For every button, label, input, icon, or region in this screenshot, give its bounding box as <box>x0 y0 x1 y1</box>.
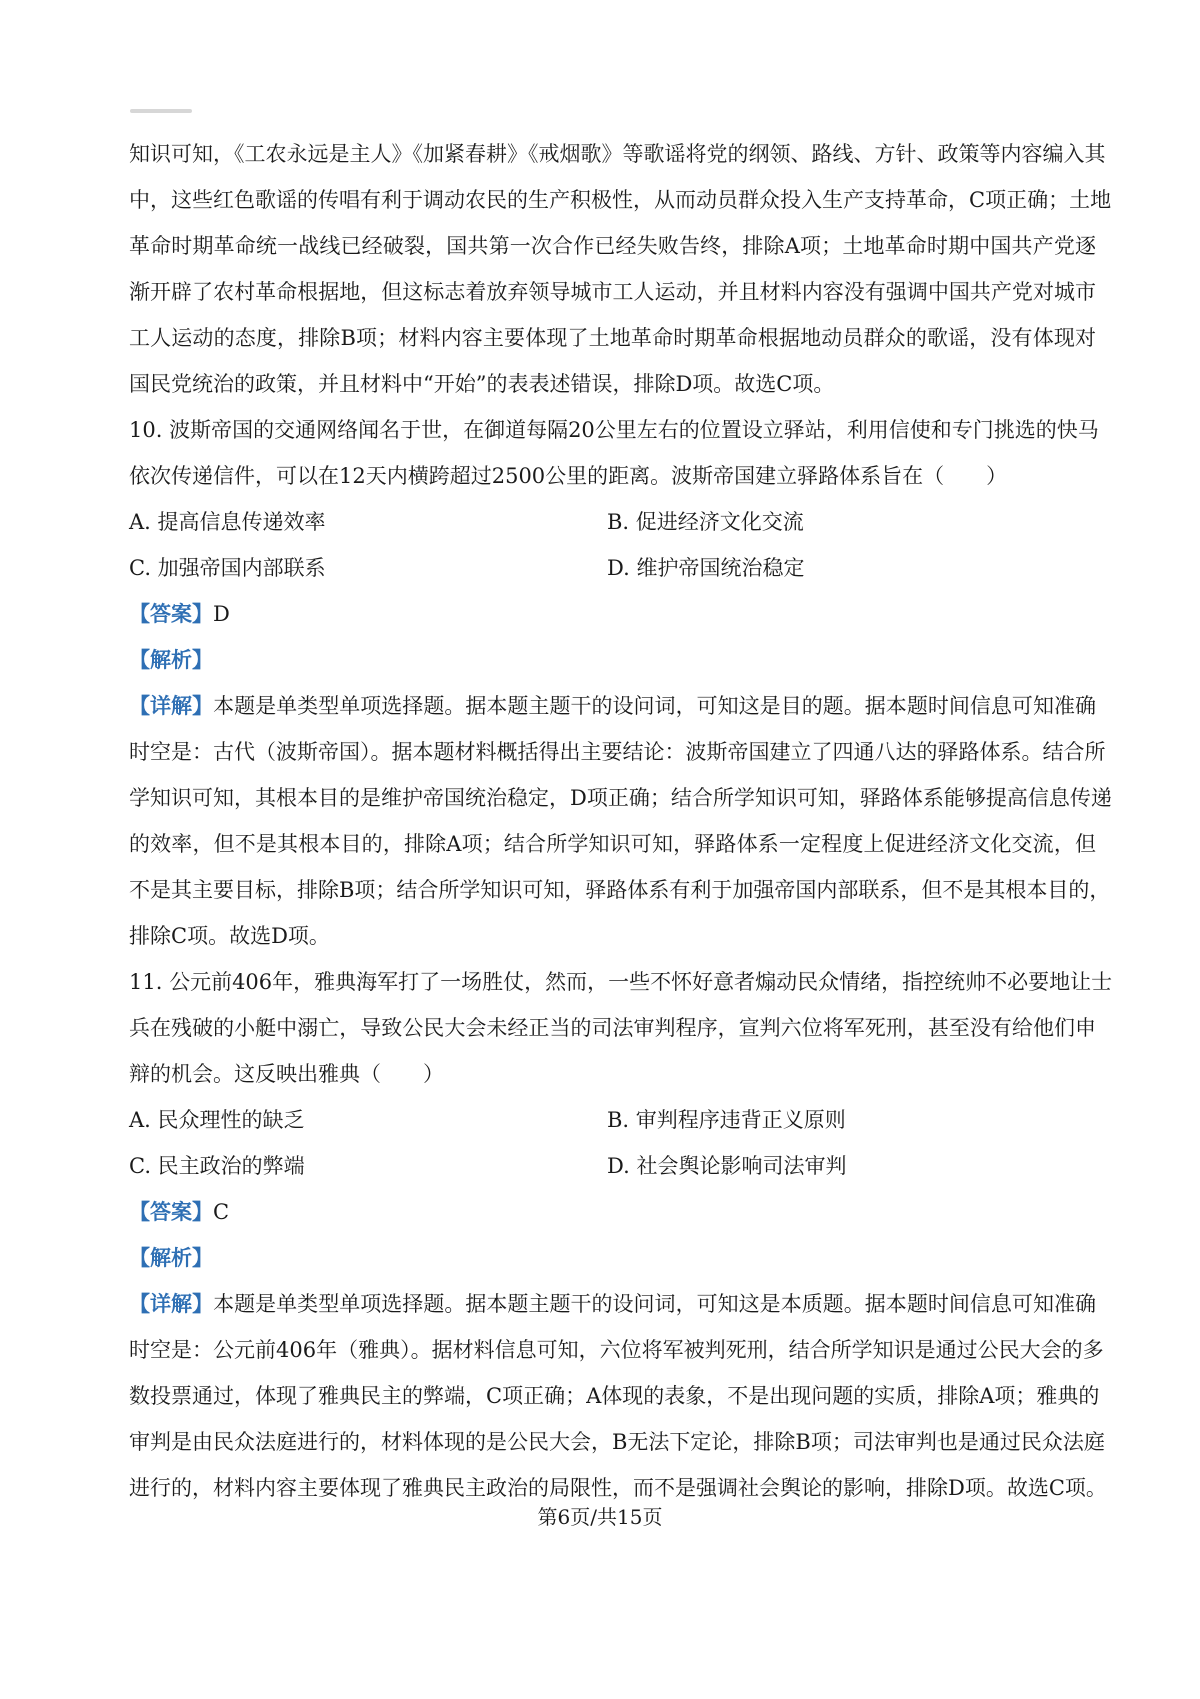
q10-option-b: B. 促进经济文化交流 <box>607 510 804 534</box>
q10-option-c: C. 加强帝国内部联系 <box>129 556 326 580</box>
q10-detail-line-2: 时空是：古代（波斯帝国）。据本题材料概括得出主要结论：波斯帝国建立了四通八达的驿路体系。结合所 <box>129 740 1106 764</box>
q10-detail-line-1 <box>129 691 1096 721</box>
continuation-line-1: 知识可知，《工农永远是主人》《加紧春耕》《戒烟歌》等歌谣将党的纲领、路线、方针、政策等内容编入其 <box>129 142 1106 166</box>
q11-answer-value: C <box>213 1200 230 1224</box>
q11-answer-tag: 【答案】 <box>129 1199 213 1224</box>
q10-stem-line-2: 依次传递信件，可以在12天内横跨超过2500公里的距离。波斯帝国建立驿路体系旨在（ ） <box>129 464 1008 488</box>
q11-analysis-tag: 【解析】 <box>129 1245 213 1270</box>
q10-analysis-heading <box>129 645 213 675</box>
q11-detail-text-1: 本题是单类型单项选择题。据本题主题干的设问词，可知这是本质题。据本题时间信息可知准确 <box>213 1292 1097 1316</box>
continuation-line-6: 国民党统治的政策，并且材料中“开始”的表表述错误，排除D项。故选C项。 <box>129 372 835 396</box>
q10-answer-value: D <box>213 602 230 626</box>
q11-option-b: B. 审判程序违背正义原则 <box>607 1108 846 1132</box>
continuation-line-2: 中，这些红色歌谣的传唱有利于调动农民的生产积极性，从而动员群众投入生产支持革命，C项正确；土地 <box>129 188 1112 212</box>
q11-option-a: A. 民众理性的缺乏 <box>129 1108 305 1132</box>
q10-option-a: A. 提高信息传递效率 <box>129 510 326 534</box>
q11-stem-line-3: 辩的机会。这反映出雅典（ ） <box>129 1062 444 1086</box>
q10-detail-line-3: 学知识可知，其根本目的是维护帝国统治稳定，D项正确；结合所学知识可知，驿路体系能够提高信息传递 <box>129 786 1112 810</box>
q11-option-c: C. 民主政治的弊端 <box>129 1154 305 1178</box>
q11-detail-line-2: 时空是：公元前406年（雅典）。据材料信息可知，六位将军被判死刑，结合所学知识是通过公民大会的多 <box>129 1338 1104 1362</box>
q11-option-d: D. 社会舆论影响司法审判 <box>607 1154 847 1178</box>
q11-answer <box>129 1197 229 1227</box>
q10-detail-tag: 【详解】 <box>129 693 214 718</box>
q10-detail-line-4: 的效率，但不是其根本目的，排除A项；结合所学知识可知，驿路体系一定程度上促进经济文化交流，但 <box>129 832 1096 856</box>
q11-detail-line-4: 审判是由民众法庭进行的，材料体现的是公民大会，B无法下定论，排除B项；司法审判也是通过民众法庭 <box>129 1430 1105 1454</box>
q11-analysis-heading <box>129 1243 213 1273</box>
q10-analysis-tag: 【解析】 <box>129 647 213 672</box>
q10-detail-line-5: 不是其主要目标，排除B项；结合所学知识可知，驿路体系有利于加强帝国内部联系，但不是其根本目的， <box>129 878 1111 902</box>
q11-detail-line-3: 数投票通过，体现了雅典民主的弊端，C项正确；A体现的表象，不是出现问题的实质，排除A项；雅典的 <box>129 1384 1100 1408</box>
q11-detail-line-1 <box>129 1289 1096 1319</box>
q10-stem-line-1: 10. 波斯帝国的交通网络闻名于世，在御道每隔20公里左右的位置设立驿站，利用信使和专门挑选的快马 <box>129 418 1099 442</box>
q10-detail-line-6: 排除C项。故选D项。 <box>129 924 330 948</box>
q11-stem-line-2: 兵在残破的小艇中溺亡，导致公民大会未经正当的司法审判程序，宣判六位将军死刑，甚至没有给他们申 <box>129 1016 1096 1040</box>
continuation-line-4: 渐开辟了农村革命根据地，但这标志着放弃领导城市工人运动，并且材料内容没有强调中国共产党对城市 <box>129 280 1096 304</box>
page-number-footer: 第6页/共15页 <box>537 1505 663 1529</box>
continuation-line-3: 革命时期革命统一战线已经破裂，国共第一次合作已经失败告终，排除A项；土地革命时期中国共产党逐 <box>129 234 1096 258</box>
q11-detail-line-5: 进行的，材料内容主要体现了雅典民主政治的局限性，而不是强调社会舆论的影响，排除D项。故选C项。 <box>129 1476 1107 1500</box>
q11-stem-line-1: 11. 公元前406年，雅典海军打了一场胜仗，然而，一些不怀好意者煽动民众情绪，指控统帅不必要地让士 <box>129 970 1113 994</box>
q11-detail-tag: 【详解】 <box>129 1291 214 1316</box>
q10-option-d: D. 维护帝国统治稳定 <box>607 556 805 580</box>
top-scan-smudge <box>130 109 192 113</box>
continuation-line-5: 工人运动的态度，排除B项；材料内容主要体现了土地革命时期革命根据地动员群众的歌谣，没有体现对 <box>129 326 1096 350</box>
q10-detail-text-1: 本题是单类型单项选择题。据本题主题干的设问词，可知这是目的题。据本题时间信息可知准确 <box>213 694 1097 718</box>
q10-answer-tag: 【答案】 <box>129 601 213 626</box>
q10-answer <box>129 599 230 629</box>
